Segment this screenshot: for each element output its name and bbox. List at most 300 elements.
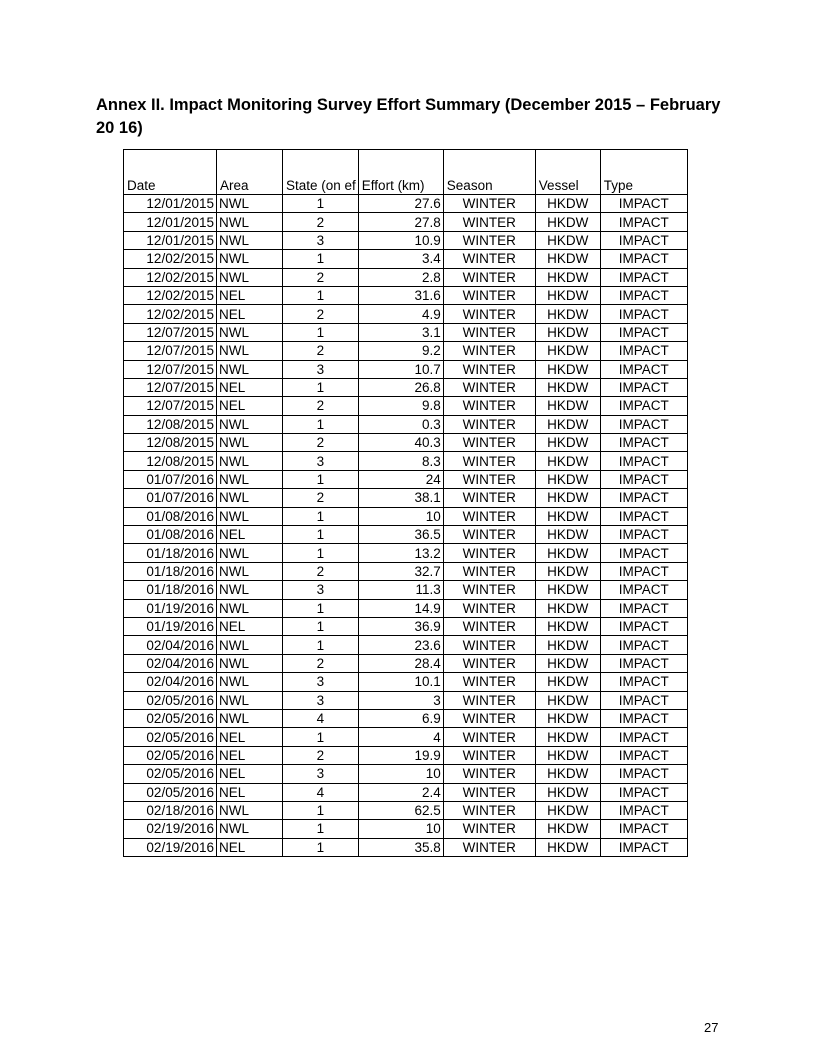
table-row bbox=[124, 636, 688, 654]
cell-state: 1 bbox=[283, 801, 359, 819]
cell-vessel: HKDW bbox=[535, 838, 600, 856]
cell-type: IMPACT bbox=[600, 415, 687, 433]
cell-date: 02/04/2016 bbox=[124, 654, 217, 672]
cell-season: WINTER bbox=[443, 728, 535, 746]
cell-type: IMPACT bbox=[600, 305, 687, 323]
column-header-date: Date bbox=[124, 150, 217, 195]
cell-season: WINTER bbox=[443, 636, 535, 654]
table-row bbox=[124, 268, 688, 286]
cell-state: 2 bbox=[283, 434, 359, 452]
table-row bbox=[124, 507, 688, 525]
cell-vessel: HKDW bbox=[535, 213, 600, 231]
cell-vessel: HKDW bbox=[535, 709, 600, 727]
cell-vessel: HKDW bbox=[535, 489, 600, 507]
cell-vessel: HKDW bbox=[535, 268, 600, 286]
cell-date: 12/02/2015 bbox=[124, 305, 217, 323]
cell-state: 2 bbox=[283, 746, 359, 764]
cell-season: WINTER bbox=[443, 709, 535, 727]
cell-area: NWL bbox=[217, 599, 283, 617]
cell-season: WINTER bbox=[443, 526, 535, 544]
cell-vessel: HKDW bbox=[535, 360, 600, 378]
cell-date: 12/07/2015 bbox=[124, 342, 217, 360]
cell-season: WINTER bbox=[443, 342, 535, 360]
cell-state: 2 bbox=[283, 342, 359, 360]
cell-effort: 36.5 bbox=[358, 526, 443, 544]
cell-type: IMPACT bbox=[600, 636, 687, 654]
cell-vessel: HKDW bbox=[535, 305, 600, 323]
cell-date: 02/05/2016 bbox=[124, 728, 217, 746]
cell-type: IMPACT bbox=[600, 746, 687, 764]
cell-effort: 23.6 bbox=[358, 636, 443, 654]
column-header-type: Type bbox=[600, 150, 687, 195]
cell-area: NWL bbox=[217, 544, 283, 562]
cell-area: NWL bbox=[217, 250, 283, 268]
cell-type: IMPACT bbox=[600, 838, 687, 856]
table-row bbox=[124, 746, 688, 764]
cell-state: 1 bbox=[283, 617, 359, 635]
table-row bbox=[124, 728, 688, 746]
table-row bbox=[124, 562, 688, 580]
cell-type: IMPACT bbox=[600, 470, 687, 488]
cell-effort: 35.8 bbox=[358, 838, 443, 856]
cell-vessel: HKDW bbox=[535, 507, 600, 525]
table-row bbox=[124, 765, 688, 783]
cell-type: IMPACT bbox=[600, 562, 687, 580]
cell-state: 3 bbox=[283, 452, 359, 470]
table-row bbox=[124, 470, 688, 488]
cell-effort: 36.9 bbox=[358, 617, 443, 635]
cell-effort: 14.9 bbox=[358, 599, 443, 617]
cell-season: WINTER bbox=[443, 286, 535, 304]
cell-effort: 8.3 bbox=[358, 452, 443, 470]
cell-type: IMPACT bbox=[600, 195, 687, 213]
cell-date: 01/19/2016 bbox=[124, 617, 217, 635]
table-row bbox=[124, 434, 688, 452]
cell-type: IMPACT bbox=[600, 452, 687, 470]
cell-area: NWL bbox=[217, 691, 283, 709]
cell-season: WINTER bbox=[443, 250, 535, 268]
cell-area: NEL bbox=[217, 783, 283, 801]
cell-state: 1 bbox=[283, 250, 359, 268]
table-row bbox=[124, 250, 688, 268]
cell-date: 01/18/2016 bbox=[124, 562, 217, 580]
cell-season: WINTER bbox=[443, 507, 535, 525]
table-row bbox=[124, 378, 688, 396]
table-row bbox=[124, 397, 688, 415]
cell-area: NEL bbox=[217, 838, 283, 856]
cell-date: 12/07/2015 bbox=[124, 397, 217, 415]
cell-type: IMPACT bbox=[600, 783, 687, 801]
cell-season: WINTER bbox=[443, 691, 535, 709]
cell-date: 01/07/2016 bbox=[124, 489, 217, 507]
cell-vessel: HKDW bbox=[535, 783, 600, 801]
cell-date: 12/08/2015 bbox=[124, 415, 217, 433]
column-header-season: Season bbox=[443, 150, 535, 195]
table-row bbox=[124, 195, 688, 213]
cell-effort: 2.4 bbox=[358, 783, 443, 801]
cell-state: 1 bbox=[283, 195, 359, 213]
cell-type: IMPACT bbox=[600, 544, 687, 562]
cell-vessel: HKDW bbox=[535, 820, 600, 838]
table-row bbox=[124, 342, 688, 360]
cell-effort: 10.1 bbox=[358, 673, 443, 691]
table-row bbox=[124, 415, 688, 433]
cell-date: 12/07/2015 bbox=[124, 360, 217, 378]
cell-effort: 10.7 bbox=[358, 360, 443, 378]
cell-state: 1 bbox=[283, 636, 359, 654]
table-row bbox=[124, 838, 688, 856]
table-row bbox=[124, 617, 688, 635]
cell-state: 1 bbox=[283, 544, 359, 562]
cell-date: 02/19/2016 bbox=[124, 820, 217, 838]
cell-area: NEL bbox=[217, 617, 283, 635]
cell-vessel: HKDW bbox=[535, 728, 600, 746]
cell-date: 02/04/2016 bbox=[124, 636, 217, 654]
cell-date: 12/01/2015 bbox=[124, 231, 217, 249]
cell-date: 01/08/2016 bbox=[124, 507, 217, 525]
cell-area: NWL bbox=[217, 470, 283, 488]
cell-state: 4 bbox=[283, 709, 359, 727]
table-row bbox=[124, 286, 688, 304]
table-body bbox=[124, 195, 688, 857]
cell-effort: 13.2 bbox=[358, 544, 443, 562]
column-header-vessel: Vessel bbox=[535, 150, 600, 195]
cell-effort: 10 bbox=[358, 765, 443, 783]
cell-state: 1 bbox=[283, 507, 359, 525]
column-header-area: Area bbox=[217, 150, 283, 195]
cell-type: IMPACT bbox=[600, 801, 687, 819]
cell-area: NWL bbox=[217, 507, 283, 525]
table-header-row bbox=[124, 150, 688, 195]
cell-season: WINTER bbox=[443, 746, 535, 764]
cell-vessel: HKDW bbox=[535, 801, 600, 819]
cell-season: WINTER bbox=[443, 231, 535, 249]
cell-vessel: HKDW bbox=[535, 526, 600, 544]
cell-effort: 10 bbox=[358, 507, 443, 525]
cell-type: IMPACT bbox=[600, 691, 687, 709]
cell-type: IMPACT bbox=[600, 268, 687, 286]
cell-area: NEL bbox=[217, 378, 283, 396]
cell-date: 01/07/2016 bbox=[124, 470, 217, 488]
cell-effort: 3.4 bbox=[358, 250, 443, 268]
table-row bbox=[124, 544, 688, 562]
cell-area: NWL bbox=[217, 820, 283, 838]
table-row bbox=[124, 213, 688, 231]
cell-state: 3 bbox=[283, 231, 359, 249]
cell-effort: 32.7 bbox=[358, 562, 443, 580]
cell-vessel: HKDW bbox=[535, 231, 600, 249]
cell-effort: 10 bbox=[358, 820, 443, 838]
cell-date: 12/02/2015 bbox=[124, 268, 217, 286]
cell-area: NWL bbox=[217, 323, 283, 341]
cell-date: 01/18/2016 bbox=[124, 581, 217, 599]
cell-type: IMPACT bbox=[600, 709, 687, 727]
cell-date: 01/08/2016 bbox=[124, 526, 217, 544]
cell-season: WINTER bbox=[443, 489, 535, 507]
cell-type: IMPACT bbox=[600, 231, 687, 249]
cell-effort: 38.1 bbox=[358, 489, 443, 507]
cell-state: 1 bbox=[283, 526, 359, 544]
cell-date: 02/05/2016 bbox=[124, 783, 217, 801]
cell-vessel: HKDW bbox=[535, 581, 600, 599]
cell-effort: 3 bbox=[358, 691, 443, 709]
cell-date: 02/18/2016 bbox=[124, 801, 217, 819]
table-row bbox=[124, 231, 688, 249]
table-row bbox=[124, 654, 688, 672]
cell-area: NWL bbox=[217, 801, 283, 819]
cell-vessel: HKDW bbox=[535, 746, 600, 764]
cell-effort: 27.8 bbox=[358, 213, 443, 231]
cell-season: WINTER bbox=[443, 268, 535, 286]
cell-state: 3 bbox=[283, 360, 359, 378]
cell-area: NEL bbox=[217, 286, 283, 304]
cell-date: 01/18/2016 bbox=[124, 544, 217, 562]
cell-season: WINTER bbox=[443, 415, 535, 433]
cell-type: IMPACT bbox=[600, 342, 687, 360]
cell-type: IMPACT bbox=[600, 581, 687, 599]
cell-type: IMPACT bbox=[600, 654, 687, 672]
cell-date: 12/07/2015 bbox=[124, 323, 217, 341]
cell-area: NWL bbox=[217, 434, 283, 452]
cell-effort: 11.3 bbox=[358, 581, 443, 599]
cell-state: 2 bbox=[283, 305, 359, 323]
cell-season: WINTER bbox=[443, 323, 535, 341]
cell-date: 12/02/2015 bbox=[124, 250, 217, 268]
cell-type: IMPACT bbox=[600, 250, 687, 268]
cell-type: IMPACT bbox=[600, 765, 687, 783]
cell-season: WINTER bbox=[443, 617, 535, 635]
cell-season: WINTER bbox=[443, 434, 535, 452]
cell-state: 1 bbox=[283, 286, 359, 304]
cell-vessel: HKDW bbox=[535, 195, 600, 213]
cell-state: 3 bbox=[283, 691, 359, 709]
cell-type: IMPACT bbox=[600, 434, 687, 452]
page-number: 27 bbox=[704, 1020, 719, 1035]
table-row bbox=[124, 323, 688, 341]
cell-season: WINTER bbox=[443, 654, 535, 672]
cell-season: WINTER bbox=[443, 801, 535, 819]
cell-season: WINTER bbox=[443, 765, 535, 783]
cell-date: 02/05/2016 bbox=[124, 765, 217, 783]
table-row bbox=[124, 709, 688, 727]
table-row bbox=[124, 489, 688, 507]
cell-date: 12/07/2015 bbox=[124, 378, 217, 396]
cell-type: IMPACT bbox=[600, 673, 687, 691]
cell-vessel: HKDW bbox=[535, 323, 600, 341]
cell-date: 01/19/2016 bbox=[124, 599, 217, 617]
cell-vessel: HKDW bbox=[535, 397, 600, 415]
cell-area: NEL bbox=[217, 728, 283, 746]
cell-state: 1 bbox=[283, 838, 359, 856]
cell-area: NWL bbox=[217, 452, 283, 470]
cell-type: IMPACT bbox=[600, 360, 687, 378]
cell-effort: 3.1 bbox=[358, 323, 443, 341]
cell-effort: 2.8 bbox=[358, 268, 443, 286]
cell-date: 12/01/2015 bbox=[124, 195, 217, 213]
table-row bbox=[124, 673, 688, 691]
cell-season: WINTER bbox=[443, 378, 535, 396]
cell-type: IMPACT bbox=[600, 617, 687, 635]
cell-type: IMPACT bbox=[600, 323, 687, 341]
table-row bbox=[124, 526, 688, 544]
cell-vessel: HKDW bbox=[535, 470, 600, 488]
cell-area: NEL bbox=[217, 526, 283, 544]
cell-season: WINTER bbox=[443, 783, 535, 801]
cell-area: NWL bbox=[217, 489, 283, 507]
cell-state: 3 bbox=[283, 765, 359, 783]
cell-state: 2 bbox=[283, 489, 359, 507]
cell-effort: 6.9 bbox=[358, 709, 443, 727]
cell-effort: 31.6 bbox=[358, 286, 443, 304]
cell-state: 2 bbox=[283, 397, 359, 415]
cell-effort: 27.6 bbox=[358, 195, 443, 213]
cell-vessel: HKDW bbox=[535, 691, 600, 709]
cell-vessel: HKDW bbox=[535, 378, 600, 396]
cell-effort: 4 bbox=[358, 728, 443, 746]
cell-area: NWL bbox=[217, 673, 283, 691]
cell-vessel: HKDW bbox=[535, 765, 600, 783]
cell-season: WINTER bbox=[443, 599, 535, 617]
cell-season: WINTER bbox=[443, 581, 535, 599]
cell-state: 4 bbox=[283, 783, 359, 801]
cell-season: WINTER bbox=[443, 360, 535, 378]
cell-type: IMPACT bbox=[600, 213, 687, 231]
table-row bbox=[124, 801, 688, 819]
cell-season: WINTER bbox=[443, 544, 535, 562]
cell-area: NWL bbox=[217, 231, 283, 249]
table-row bbox=[124, 305, 688, 323]
cell-area: NEL bbox=[217, 305, 283, 323]
cell-state: 1 bbox=[283, 599, 359, 617]
cell-type: IMPACT bbox=[600, 378, 687, 396]
cell-area: NWL bbox=[217, 415, 283, 433]
cell-state: 1 bbox=[283, 820, 359, 838]
cell-vessel: HKDW bbox=[535, 434, 600, 452]
cell-state: 1 bbox=[283, 470, 359, 488]
cell-date: 02/05/2016 bbox=[124, 691, 217, 709]
cell-state: 1 bbox=[283, 728, 359, 746]
cell-season: WINTER bbox=[443, 562, 535, 580]
cell-type: IMPACT bbox=[600, 820, 687, 838]
cell-effort: 9.8 bbox=[358, 397, 443, 415]
cell-vessel: HKDW bbox=[535, 636, 600, 654]
table-row bbox=[124, 360, 688, 378]
cell-vessel: HKDW bbox=[535, 452, 600, 470]
column-header-effort: Effort (km) bbox=[358, 150, 443, 195]
cell-effort: 40.3 bbox=[358, 434, 443, 452]
table-row bbox=[124, 581, 688, 599]
cell-type: IMPACT bbox=[600, 489, 687, 507]
cell-type: IMPACT bbox=[600, 599, 687, 617]
cell-effort: 10.9 bbox=[358, 231, 443, 249]
cell-vessel: HKDW bbox=[535, 415, 600, 433]
cell-season: WINTER bbox=[443, 820, 535, 838]
cell-area: NWL bbox=[217, 342, 283, 360]
cell-area: NWL bbox=[217, 268, 283, 286]
cell-area: NWL bbox=[217, 709, 283, 727]
cell-area: NWL bbox=[217, 360, 283, 378]
cell-date: 12/01/2015 bbox=[124, 213, 217, 231]
cell-state: 2 bbox=[283, 213, 359, 231]
cell-effort: 62.5 bbox=[358, 801, 443, 819]
cell-date: 12/08/2015 bbox=[124, 452, 217, 470]
cell-vessel: HKDW bbox=[535, 599, 600, 617]
cell-area: NEL bbox=[217, 765, 283, 783]
cell-vessel: HKDW bbox=[535, 250, 600, 268]
table-row bbox=[124, 691, 688, 709]
cell-date: 12/08/2015 bbox=[124, 434, 217, 452]
table-row bbox=[124, 452, 688, 470]
cell-state: 2 bbox=[283, 654, 359, 672]
cell-state: 1 bbox=[283, 323, 359, 341]
page-title: Annex II. Impact Monitoring Survey Effort Summary (December 2015 – February 20 16) bbox=[96, 96, 721, 137]
cell-type: IMPACT bbox=[600, 728, 687, 746]
cell-effort: 26.8 bbox=[358, 378, 443, 396]
cell-vessel: HKDW bbox=[535, 544, 600, 562]
cell-date: 02/05/2016 bbox=[124, 709, 217, 727]
cell-date: 02/19/2016 bbox=[124, 838, 217, 856]
cell-state: 3 bbox=[283, 673, 359, 691]
cell-state: 2 bbox=[283, 562, 359, 580]
table-row bbox=[124, 820, 688, 838]
cell-area: NWL bbox=[217, 581, 283, 599]
cell-area: NWL bbox=[217, 636, 283, 654]
cell-vessel: HKDW bbox=[535, 654, 600, 672]
cell-vessel: HKDW bbox=[535, 562, 600, 580]
cell-effort: 19.9 bbox=[358, 746, 443, 764]
table-row bbox=[124, 783, 688, 801]
cell-vessel: HKDW bbox=[535, 673, 600, 691]
survey-effort-table bbox=[123, 149, 688, 857]
cell-type: IMPACT bbox=[600, 526, 687, 544]
cell-vessel: HKDW bbox=[535, 617, 600, 635]
cell-vessel: HKDW bbox=[535, 342, 600, 360]
cell-area: NEL bbox=[217, 746, 283, 764]
cell-date: 12/02/2015 bbox=[124, 286, 217, 304]
cell-area: NEL bbox=[217, 397, 283, 415]
cell-season: WINTER bbox=[443, 673, 535, 691]
cell-effort: 9.2 bbox=[358, 342, 443, 360]
cell-season: WINTER bbox=[443, 397, 535, 415]
cell-date: 02/04/2016 bbox=[124, 673, 217, 691]
column-header-state: State (on ef bbox=[283, 150, 359, 195]
cell-vessel: HKDW bbox=[535, 286, 600, 304]
cell-type: IMPACT bbox=[600, 286, 687, 304]
cell-state: 3 bbox=[283, 581, 359, 599]
cell-season: WINTER bbox=[443, 452, 535, 470]
cell-type: IMPACT bbox=[600, 507, 687, 525]
cell-effort: 24 bbox=[358, 470, 443, 488]
cell-area: NWL bbox=[217, 213, 283, 231]
cell-effort: 4.9 bbox=[358, 305, 443, 323]
cell-season: WINTER bbox=[443, 195, 535, 213]
cell-effort: 28.4 bbox=[358, 654, 443, 672]
cell-state: 2 bbox=[283, 268, 359, 286]
cell-area: NWL bbox=[217, 195, 283, 213]
cell-state: 1 bbox=[283, 415, 359, 433]
cell-date: 02/05/2016 bbox=[124, 746, 217, 764]
cell-season: WINTER bbox=[443, 838, 535, 856]
table-row bbox=[124, 599, 688, 617]
cell-area: NWL bbox=[217, 654, 283, 672]
cell-season: WINTER bbox=[443, 305, 535, 323]
cell-state: 1 bbox=[283, 378, 359, 396]
cell-effort: 0.3 bbox=[358, 415, 443, 433]
cell-area: NWL bbox=[217, 562, 283, 580]
cell-season: WINTER bbox=[443, 470, 535, 488]
cell-type: IMPACT bbox=[600, 397, 687, 415]
cell-season: WINTER bbox=[443, 213, 535, 231]
